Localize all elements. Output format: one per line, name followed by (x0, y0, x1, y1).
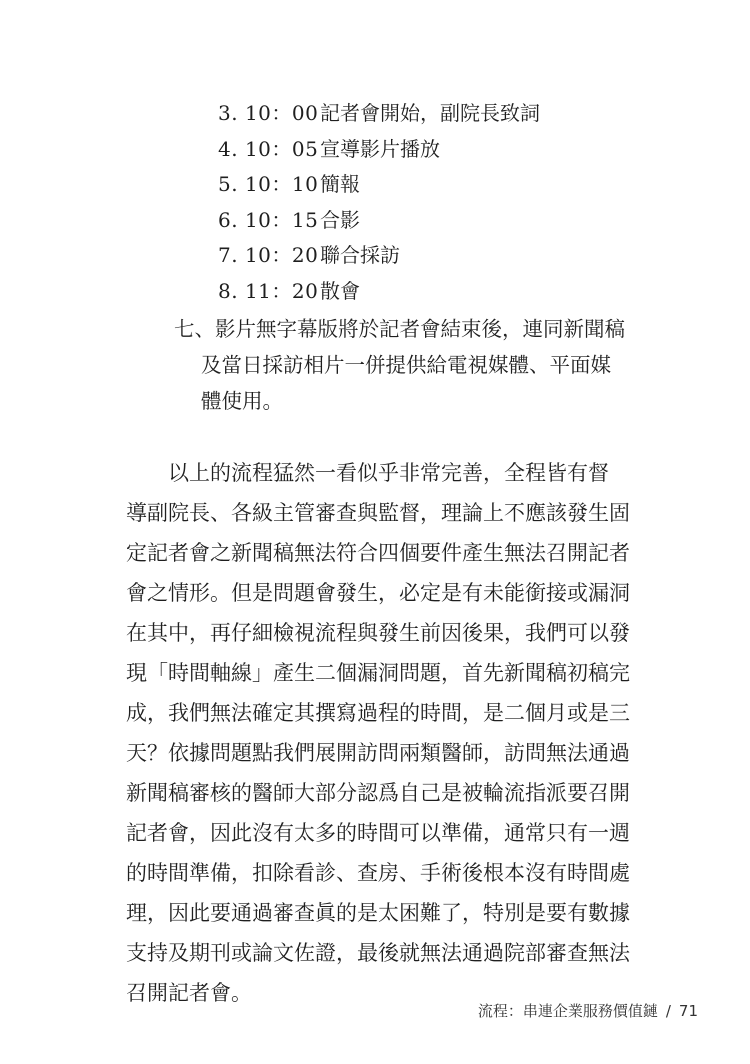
note-item-seven (174, 311, 664, 419)
footer-title: 流程：串連企業服務價值鏈 (477, 1002, 658, 1020)
schedule-time: 4. 10：05 (218, 136, 319, 161)
schedule-item (218, 238, 540, 274)
schedule-time: 3. 10：00 (218, 101, 319, 125)
footer-separator: / (665, 1002, 671, 1020)
schedule-time: 8. 11：20 (218, 278, 319, 303)
body-line: 召開記者會。 (126, 981, 252, 1005)
schedule-event: 宣導影片播放 (320, 136, 440, 161)
schedule-list (218, 96, 540, 310)
schedule-item (218, 132, 540, 168)
schedule-event: 簡報 (320, 172, 360, 197)
body-line: 記者會，因此沒有太多的時間可以準備，通常只有一週 (126, 821, 630, 845)
schedule-item (218, 203, 540, 239)
page-number: 71 (678, 1002, 698, 1020)
body-line: 理，因此要通過審查眞的是太困難了，特別是要有數據 (126, 901, 630, 925)
body-line: 支持及期刊或論文佐證，最後就無法通過院部審查無法 (126, 941, 630, 965)
body-paragraph (126, 453, 666, 1013)
body-line: 天？依據問題點我們展開訪問兩類醫師，訪問無法通過 (126, 741, 630, 765)
schedule-event: 聯合採訪 (320, 243, 400, 268)
note-line: 及當日採訪相片一併提供給電視媒體、平面媒 (201, 353, 611, 377)
schedule-time: 5. 10：10 (218, 172, 319, 197)
schedule-item (218, 274, 540, 310)
body-line: 會之情形。但是問題會發生，必定是有未能銜接或漏洞 (126, 581, 630, 605)
schedule-event: 記者會開始，副院長致詞 (320, 101, 540, 125)
body-line: 導副院長、各級主管審查與監督，理論上不應該發生固 (126, 501, 630, 525)
note-line: 體使用。 (201, 389, 283, 413)
body-line: 在其中，再仔細檢視流程與發生前因後果，我們可以發 (126, 621, 630, 645)
schedule-event: 合影 (320, 207, 360, 232)
schedule-item (218, 96, 540, 132)
body-line: 成，我們無法確定其撰寫過程的時間，是二個月或是三 (126, 701, 630, 725)
note-line: 七、影片無字幕版將於記者會結束後，連同新聞稿 (174, 317, 625, 341)
page-footer (478, 1000, 698, 1021)
body-line: 的時間準備，扣除看診、查房、手術後根本沒有時間處 (126, 861, 630, 885)
body-line: 以上的流程猛然一看似乎非常完善，全程皆有督 (168, 461, 609, 485)
schedule-time: 6. 10：15 (218, 207, 319, 232)
body-line: 現「時間軸線」產生二個漏洞問題，首先新聞稿初稿完 (126, 661, 630, 685)
schedule-event: 散會 (320, 278, 360, 303)
schedule-item (218, 167, 540, 203)
body-line: 新聞稿審核的醫師大部分認爲自己是被輪流指派要召開 (126, 781, 630, 805)
body-line: 定記者會之新聞稿無法符合四個要件產生無法召開記者 (126, 541, 630, 565)
schedule-time: 7. 10：20 (218, 243, 319, 268)
